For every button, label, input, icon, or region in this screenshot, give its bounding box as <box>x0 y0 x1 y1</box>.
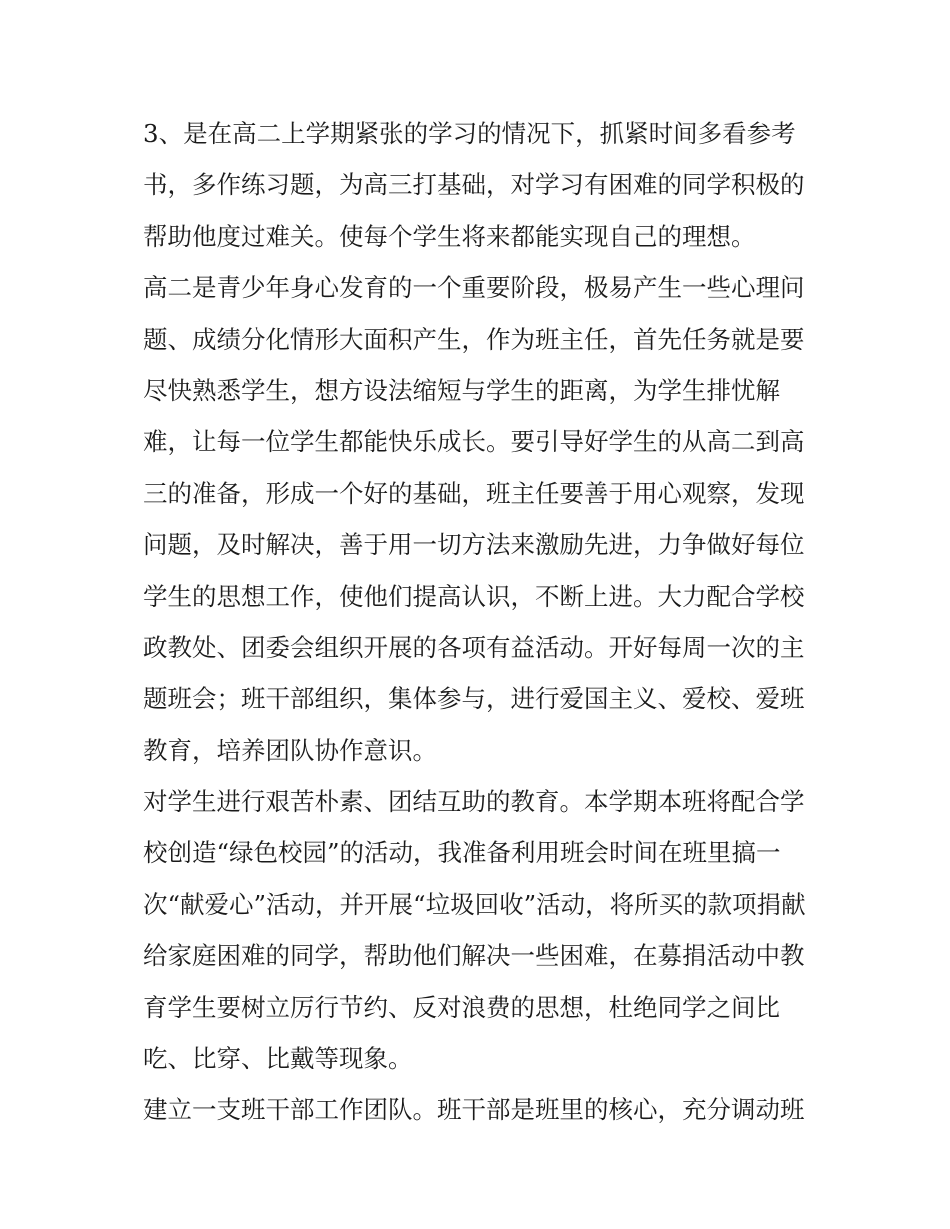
text-line: 吃、比穿、比戴等现象。 <box>143 1044 413 1074</box>
text-line: 3、是在高二上学期紧张的学习的情况下，抓紧时间多看参考 <box>143 119 796 148</box>
text-line: 校创造“绿色校园”的活动，我准备利用班会时间在班里搞一 <box>143 838 781 868</box>
text-line: 教育，培养团队协作意识。 <box>143 735 437 765</box>
text-line: 对学生进行艰苦朴素、团结互助的教育。本学期本班将配合学 <box>143 787 805 817</box>
text-line: 育学生要树立厉行节约、反对浪费的思想，杜绝同学之间比 <box>143 992 780 1022</box>
text-line: 建立一支班干部工作团队。班干部是班里的核心，充分调动班 <box>143 1095 805 1125</box>
text-line: 三的准备，形成一个好的基础，班主任要善于用心观察，发现 <box>143 478 805 508</box>
text-line: 尽快熟悉学生，想方设法缩短与学生的距离，为学生排忧解 <box>143 375 780 405</box>
text-line: 学生的思想工作，使他们提高认识，不断上进。大力配合学校 <box>143 581 805 611</box>
text-line: 高二是青少年身心发育的一个重要阶段，极易产生一些心理问 <box>143 273 805 303</box>
text-line: 次“献爱心”活动，并开展“垃圾回收”活动，将所买的款项捐献 <box>143 889 806 919</box>
text-line: 题、成绩分化情形大面积产生，作为班主任，首先任务就是要 <box>143 324 805 354</box>
text-line: 书，多作练习题，为高三打基础，对学习有困难的同学积极的 <box>143 170 805 200</box>
text-line: 给家庭困难的同学，帮助他们解决一些困难，在募捐活动中教 <box>143 941 805 971</box>
text-line: 问题，及时解决，善于用一切方法来激励先进，力争做好每位 <box>143 530 805 560</box>
text-line: 帮助他度过难关。使每个学生将来都能实现自己的理想。 <box>143 221 756 251</box>
document-body-text <box>143 108 823 1136</box>
text-line: 政教处、团委会组织开展的各项有益活动。开好每周一次的主 <box>143 632 805 662</box>
text-line: 难，让每一位学生都能快乐成长。要引导好学生的从高二到高 <box>143 427 805 457</box>
text-line: 题班会；班干部组织，集体参与，进行爱国主义、爱校、爱班 <box>143 684 805 714</box>
